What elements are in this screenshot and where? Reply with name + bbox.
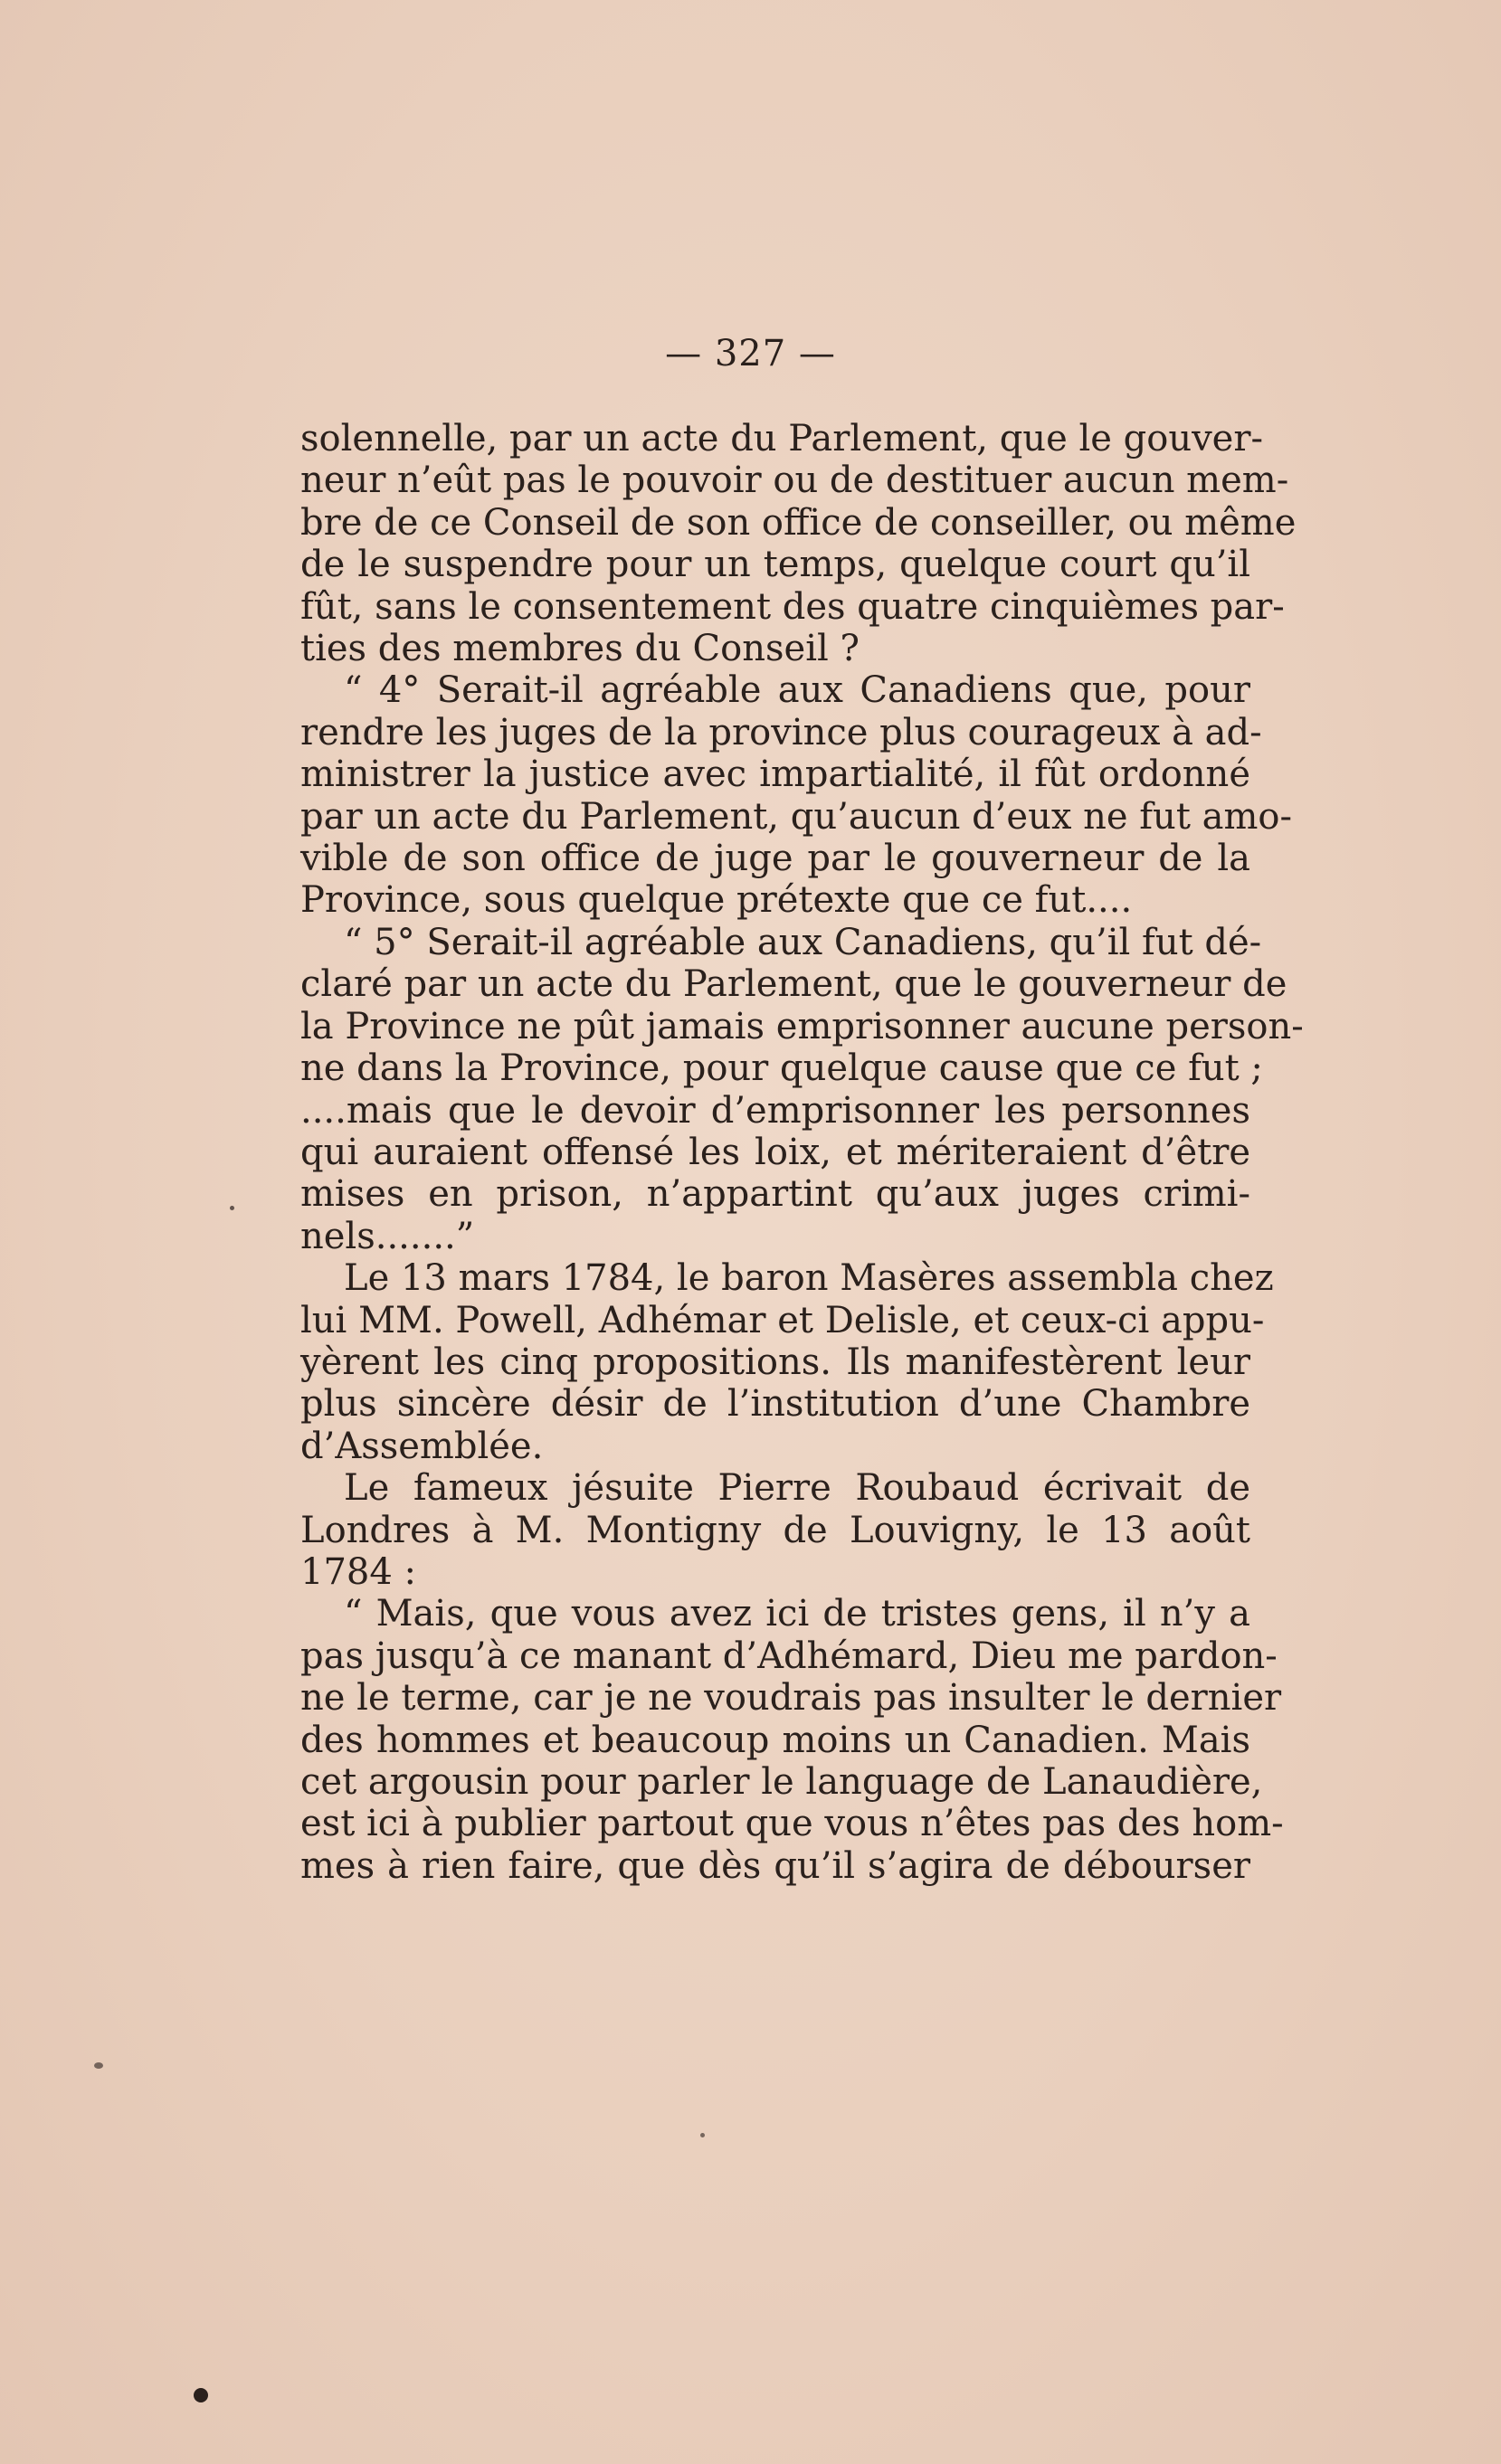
text-line: pas jusqu’à ce manant d’Adhémard, Dieu me pardon- xyxy=(300,1635,1278,1677)
text-line: la Province ne pût jamais emprisonner aucune person- xyxy=(300,1005,1304,1047)
text-line: des hommes et beaucoup moins un Canadien. Mais xyxy=(300,1719,1250,1761)
text-line: yèrent les cinq propositions. Ils manifestèrent leur xyxy=(300,1341,1250,1383)
text-line: de le suspendre pour un temps, quelque court qu’il xyxy=(300,544,1250,586)
text-line: solennelle, par un acte du Parlement, que le gouver- xyxy=(300,418,1263,460)
body-text xyxy=(300,418,1304,1887)
text-line: claré par un acte du Parlement, que le gouverneur de xyxy=(300,963,1287,1006)
text-line: bre de ce Conseil de son office de conseiller, ou même xyxy=(300,501,1297,544)
text-line: Londres à M. Montigny de Louvigny, le 13 août xyxy=(300,1509,1250,1551)
text-line: ne le terme, car je ne voudrais pas insulter le dernier xyxy=(300,1677,1282,1720)
text-line: cet argousin pour parler le language de Lanaudière, xyxy=(300,1761,1263,1803)
text-line: est ici à publier partout que vous n’êtes pas des hom- xyxy=(300,1803,1284,1845)
text-line: Le fameux jésuite Pierre Roubaud écrivait de xyxy=(344,1467,1250,1510)
text-line: “ 4° Serait-il agréable aux Canadiens que, pour xyxy=(344,669,1250,712)
text-line: mises en prison, n’appartint qu’aux juges crimi- xyxy=(300,1173,1250,1216)
text-line: ne dans la Province, pour quelque cause que ce fut ; xyxy=(300,1047,1263,1090)
ink-speck xyxy=(194,2388,208,2402)
text-line: fût, sans le consentement des quatre cinquièmes par- xyxy=(300,585,1285,628)
text-line: mes à rien faire, que dès qu’il s’agira de débourser xyxy=(300,1844,1250,1887)
text-line: 1784 : xyxy=(300,1550,416,1593)
text-line: plus sincère désir de l’institution d’une Chambre xyxy=(300,1383,1250,1426)
text-line: ....mais que le devoir d’emprisonner les personnes xyxy=(300,1089,1250,1132)
text-line: lui MM. Powell, Adhémar et Delisle, et ceux-ci appu- xyxy=(300,1299,1265,1341)
ink-speck xyxy=(700,2133,705,2137)
text-line: “ 5° Serait-il agréable aux Canadiens, qu’il fut dé- xyxy=(344,921,1262,963)
page-number: — 327 — xyxy=(665,333,836,374)
text-line: ties des membres du Conseil ? xyxy=(300,628,860,670)
text-line: “ Mais, que vous avez ici de tristes gens, il n’y a xyxy=(344,1593,1250,1635)
text-line: Province, sous quelque prétexte que ce fut.... xyxy=(300,879,1133,922)
ink-speck xyxy=(230,1206,234,1210)
text-line: ministrer la justice avec impartialité, il fût ordonné xyxy=(300,753,1250,796)
text-line: nels.......” xyxy=(300,1215,475,1257)
text-line: rendre les juges de la province plus courageux à ad- xyxy=(300,711,1262,753)
text-line: vible de son office de juge par le gouverneur de la xyxy=(300,838,1250,880)
ink-speck xyxy=(94,2062,103,2069)
text-line: d’Assemblée. xyxy=(300,1425,544,1467)
text-line: par un acte du Parlement, qu’aucun d’eux ne fut amo- xyxy=(300,795,1292,838)
text-line: qui auraient offensé les loix, et mériteraient d’être xyxy=(300,1131,1250,1173)
text-line: neur n’eût pas le pouvoir ou de destituer aucun mem- xyxy=(300,460,1289,502)
text-line: Le 13 mars 1784, le baron Masères assembla chez xyxy=(344,1257,1274,1300)
